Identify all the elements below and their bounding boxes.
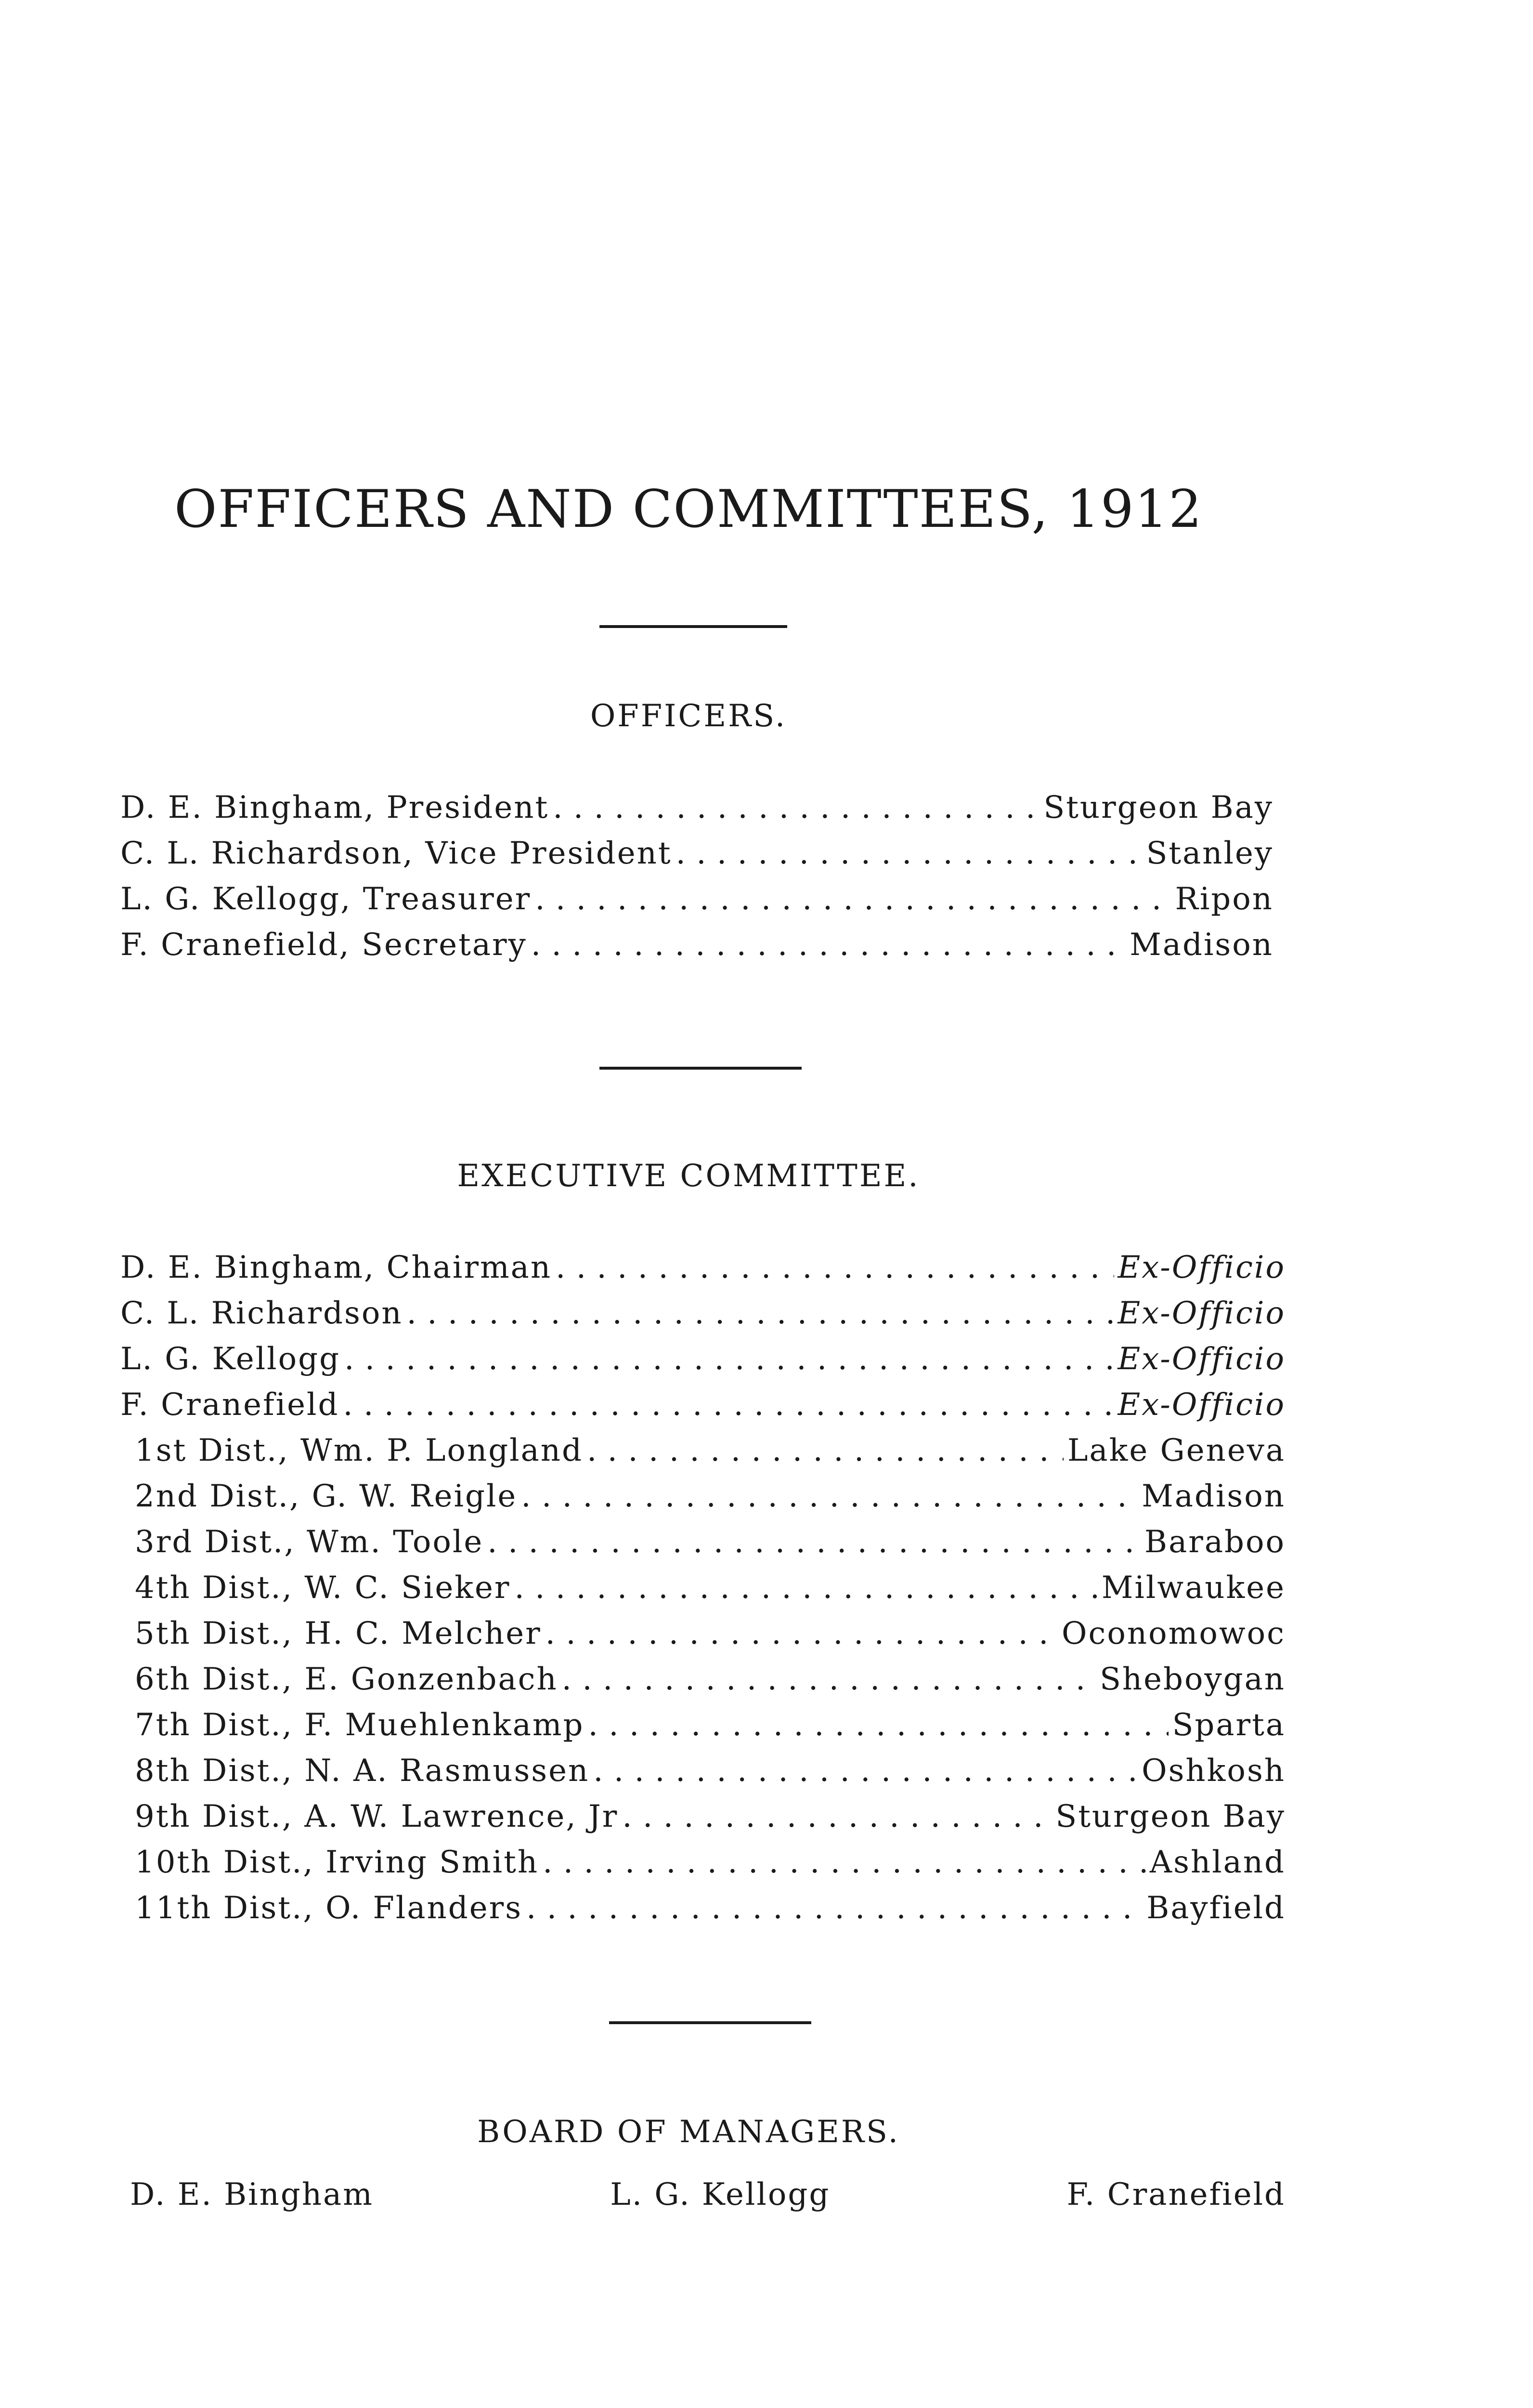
officer-place: Ripon [1175,881,1273,917]
list-item [120,1840,1286,1885]
dot-leader [543,1840,1146,1885]
page-title: OFFICERS AND COMMITTEES, 1912 [174,479,1203,539]
member-name: D. E. Bingham, Chairman [120,1250,552,1285]
board-of-managers-list [130,2177,1286,2212]
dot-leader [676,831,1143,877]
dot-leader [587,1428,1064,1474]
member-place: Ashland [1149,1845,1286,1880]
member-place: Lake Geneva [1067,1433,1286,1468]
member-name: 4th Dist., W. C. Sieker [135,1570,511,1606]
list-item [120,1245,1286,1291]
list-item [120,1657,1286,1702]
board-member: D. E. Bingham [130,2177,374,2212]
board-of-managers-heading: BOARD OF MANAGERS. [477,2114,900,2150]
member-place: Sheboygan [1100,1662,1286,1697]
member-name: 8th Dist., N. A. Rasmussen [135,1753,590,1789]
officer-name: F. Cranefield, Secretary [120,927,527,963]
officer-place: Sturgeon Bay [1043,790,1273,825]
list-item [120,831,1273,877]
member-name: 1st Dist., Wm. P. Longland [135,1433,583,1468]
member-name: 5th Dist., H. C. Melcher [135,1616,542,1651]
member-name: F. Cranefield [120,1387,339,1423]
dot-leader [535,877,1171,922]
list-item [120,1885,1286,1931]
board-member: F. Cranefield [1066,2177,1286,2212]
member-name: 9th Dist., A. W. Lawrence, Jr [135,1799,619,1834]
member-place: Oshkosh [1142,1753,1286,1789]
member-name: 6th Dist., E. Gonzenbach [135,1662,558,1697]
divider-rule [599,1067,802,1070]
dot-leader [622,1794,1052,1840]
dot-leader [526,1885,1143,1931]
executive-committee-list [120,1245,1286,1931]
member-name: 10th Dist., Irving Smith [135,1845,539,1880]
list-item [120,1291,1286,1336]
member-place: Ex-Officio [1117,1250,1286,1285]
officer-place: Stanley [1146,836,1273,871]
list-item [120,1474,1286,1519]
dot-leader [487,1519,1141,1565]
list-item [120,1382,1286,1428]
divider-rule [599,625,787,628]
list-item [120,1519,1286,1565]
member-name: 11th Dist., O. Flanders [135,1890,523,1926]
member-place: Ex-Officio [1117,1341,1286,1377]
board-member: L. G. Kellogg [610,2177,831,2212]
list-item [120,877,1273,922]
dot-leader [343,1382,1114,1428]
dot-leader [521,1474,1138,1519]
dot-leader [556,1245,1114,1291]
member-place: Sparta [1172,1707,1286,1743]
dot-leader [588,1702,1169,1748]
member-place: Ex-Officio [1117,1387,1286,1423]
officers-heading: OFFICERS. [590,698,787,734]
member-name: 7th Dist., F. Muehlenkamp [135,1707,585,1743]
list-item [120,1702,1286,1748]
member-place: Sturgeon Bay [1055,1799,1286,1834]
member-place: Bayfield [1146,1890,1286,1926]
dot-leader [553,785,1039,831]
list-item [120,1565,1286,1611]
officer-name: L. G. Kellogg, Treasurer [120,881,532,917]
officer-place: Madison [1130,927,1273,963]
list-item [120,922,1273,968]
list-item [120,1794,1286,1840]
officer-name: C. L. Richardson, Vice President [120,836,672,871]
dot-leader [514,1565,1097,1611]
list-item [120,1748,1286,1794]
dot-leader [531,922,1126,968]
officer-name: D. E. Bingham, President [120,790,549,825]
member-place: Ex-Officio [1117,1296,1286,1331]
member-place: Milwaukee [1101,1570,1286,1606]
executive-committee-heading: EXECUTIVE COMMITTEE. [457,1158,920,1194]
member-place: Oconomowoc [1062,1616,1286,1651]
member-place: Madison [1142,1479,1286,1514]
dot-leader [546,1611,1058,1657]
member-name: C. L. Richardson [120,1296,403,1331]
member-name: 2nd Dist., G. W. Reigle [135,1479,518,1514]
member-name: 3rd Dist., Wm. Toole [135,1524,484,1560]
dot-leader [562,1657,1096,1702]
list-item [120,1611,1286,1657]
list-item [120,1428,1286,1474]
dot-leader [593,1748,1138,1794]
member-name: L. G. Kellogg [120,1341,341,1377]
officers-list [120,785,1273,968]
dot-leader [344,1336,1114,1382]
dot-leader [407,1291,1114,1336]
divider-rule [609,2021,811,2024]
member-place: Baraboo [1144,1524,1286,1560]
list-item [120,1336,1286,1382]
list-item [120,785,1273,831]
